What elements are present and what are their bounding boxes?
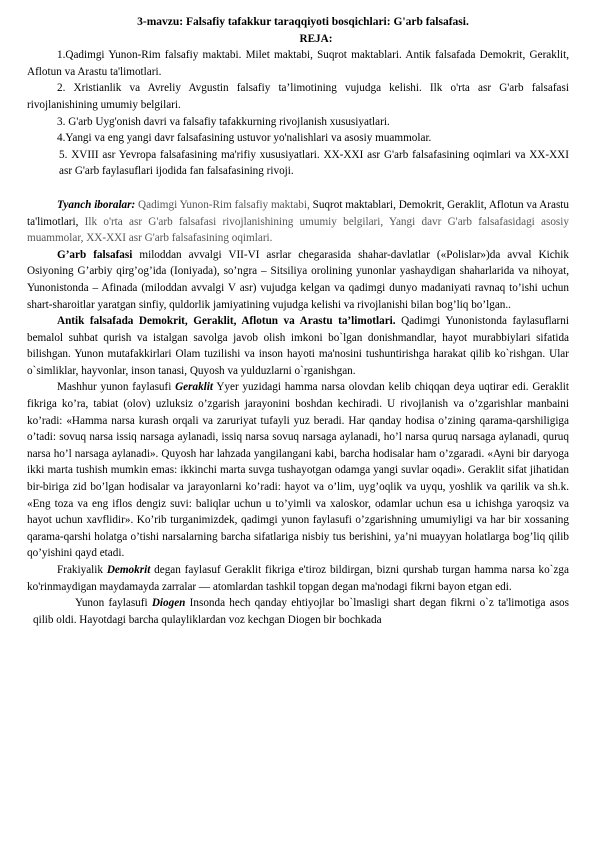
plan-item-4: 4.Yangi va eng yangi davr falsafasining ustuvor yo'nalishlari va asosiy muammolar. [57,132,432,145]
heraclitus-text: Yyer yuzidagi hamma narsa olovdan kelib chiqqan deya uqtirar edi. Geraklit fikriga ko’ra, tabiat (olov) uzluksiz o’zgarish jarayonini boshdan kechiradi. U rivojlanish va o’zgarishlar manbaini ko’radi: «Hamma narsa kurash orqali va zaruriyat tufayli yuz beradi. Har qanday hodisa o’zining qarama-qarshiligiga o’tadi: sovuq narsa issiq narsaga aylanadi, issiq narsa sovuq narsaga aylanadi, ho’l narsa quruq narsaga aylanadi, quruq narsa ho’l narsaga aylanadi». Quyosh har lahzada yangilangani kabi, barcha hodisalar ham o’zgaradi. «Ayni bir daryoga ikki marta tushish mumkin emas: ikkinchi marta suvga tushayotgan odamga yangi suvlar oqadi». Geraklit sifat jihatidan bir-biriga zid bo’lgan hodisalar va jarayonlarni ko’radi: hayot va o’lim, uyg’oqlik va uyqu, yoshlik va qarilik va sh.k. «Eng toza va eng iflos dengiz suvi: baliqlar uchun u to’yimli va xaloskor, odamlar uchun esa u ichishga yaroqsiz va hayot uchun xavflidir». Ko’rib turganimizdek, qadimgi yunon faylasufi o’zgarishning umumiyligi va har bir xossaning qarama-qarshi holatga o’tishi narsalarning barcha sifatlariga nisbiy tus berishini, ya’ni muayyan holatlarga bog’liq qilib qo’yishini qayd etadi. [27,381,569,560]
democritus-intro: Frakiyalik [57,564,107,576]
document-page [27,14,569,628]
plan-item-3: 3. G'arb Uyg'onish davri va falsafiy tafakkurning rivojlanish xususiyatlari. [57,115,390,128]
western-philosophy-text: miloddan avvalgi VII-VI asrlar chegarasida shahar-davlatlar («Polislar»)da avval Kichik Osiyoning G’arbiy qirg’og’ida (Ioniyada), so’ngra – Sitsiliya orolining yunonlar yashaydigan shaharlarida va nihoyat, Yunonistonda – Afinada (miloddan avvalgi V asr) vujudga kelgan va qadimgi dunyo madaniyati ravnaq to’ishi uchun shart-sharoitlar yaratgan sinfiy, quldorlik jamiyatining vujudga kelishi va rivojlanishi bilan bog’liq bo’lgan.. [27,248,569,311]
western-philosophy-paragraph [27,247,569,313]
diogenes-text: Insonda hech qanday ehtiyojlar bo`lmasligi shart degan fikrni o`z ta'limotiga asos qilib oldi. Hayotdagi barcha qulayliklardan voz kechgan Diogen bir bochkada [33,597,569,626]
plan-item-5: 5. XVIII asr Yevropa falsafasining ma'rifiy xususiyatlari. XX-XXI asr G'arb falsafasining oqimlari va XX-XXI asr G'arb faylasuflari ijodida fan falsafasining rivoji. [59,148,569,178]
page-title: 3-mavzu: Falsafiy tafakkur taraqqiyoti bosqichlari: G'arb falsafasi. [137,16,469,28]
western-philosophy-label: G’arb falsafasi [57,248,133,261]
heraclitus-name: Geraklit [175,381,214,394]
diogenes-name: Diogen [151,597,186,610]
heraclitus-intro: Mashhur yunon faylasufi [57,381,176,394]
democritus-name: Demokrit [106,564,151,576]
key-terms-text-3: Ilk o'rta asr G'arb falsafasi rivojlanishining umumiy belgilari, Yangi davr G'arb falsafasidagi asosiy muammolar, XX-XXI asr G'arb falsafasining oqimlari. [27,215,569,245]
antique-heading: Antik falsafada Demokrit, Geraklit, Aflotun va Arastu ta’limotlari. [57,315,396,328]
key-terms-paragraph [27,197,569,247]
plan-item-2: 2. Xristianlik va Avreliy Avgustin falsafiy ta’limotining vujudga kelishi. Ilk o'rta asr G'arb falsafasi rivojlanishining umumiy belgilari. [27,82,569,111]
plan-item-1: 1.Qadimgi Yunon-Rim falsafiy maktabi. Milet maktabi, Suqrot maktablari. Antik falsafada Demokrit, Geraklit, Aflotun va Arastu ta'limotlari. [27,49,569,78]
democritus-text: degan faylasuf Geraklit fikriga e'tiroz bildirgan, bizni qurshab turgan hamma narsa ko`zga ko'rinmaydigan maydamayda zarralar — atomlardan tashkil topgan degan ma'nodagi fikrni bayon etgan edi. [27,564,569,593]
key-terms-text-2: Suqrot maktablari, Demokrit, Geraklit, Aflotun va Arastu ta'limotlari, [27,198,570,228]
diogenes-intro: Yunon faylasufi [75,597,152,610]
antique-text: Qadimgi Yunonistonda faylasuflarni bemalol suhbat qurish va istalgan savolga javob olish imkoni bo`lgan donishmandlar, hayot murabbiylari sifatida bilishgan. Yunon mutafakkirlari Olam tuzilishi va inson hayoti ma'nosini tushuntirishga harakat qilib ko`rishgan. Ular o`simliklar, hayvonlar, inson tanasi, Quyosh va yulduzlarni o`rganishgan. [27,315,569,377]
key-terms-label: Tyanch iboralar: [57,198,136,211]
antique-paragraph [27,313,569,379]
plan-heading: REJA: [299,32,333,45]
heraclitus-paragraph [27,379,569,562]
diogenes-paragraph [27,595,569,628]
key-terms-text-1: Qadimgi Yunon-Rim falsafiy maktabi, [135,198,310,211]
spacer [27,180,569,197]
democritus-paragraph [27,562,569,595]
